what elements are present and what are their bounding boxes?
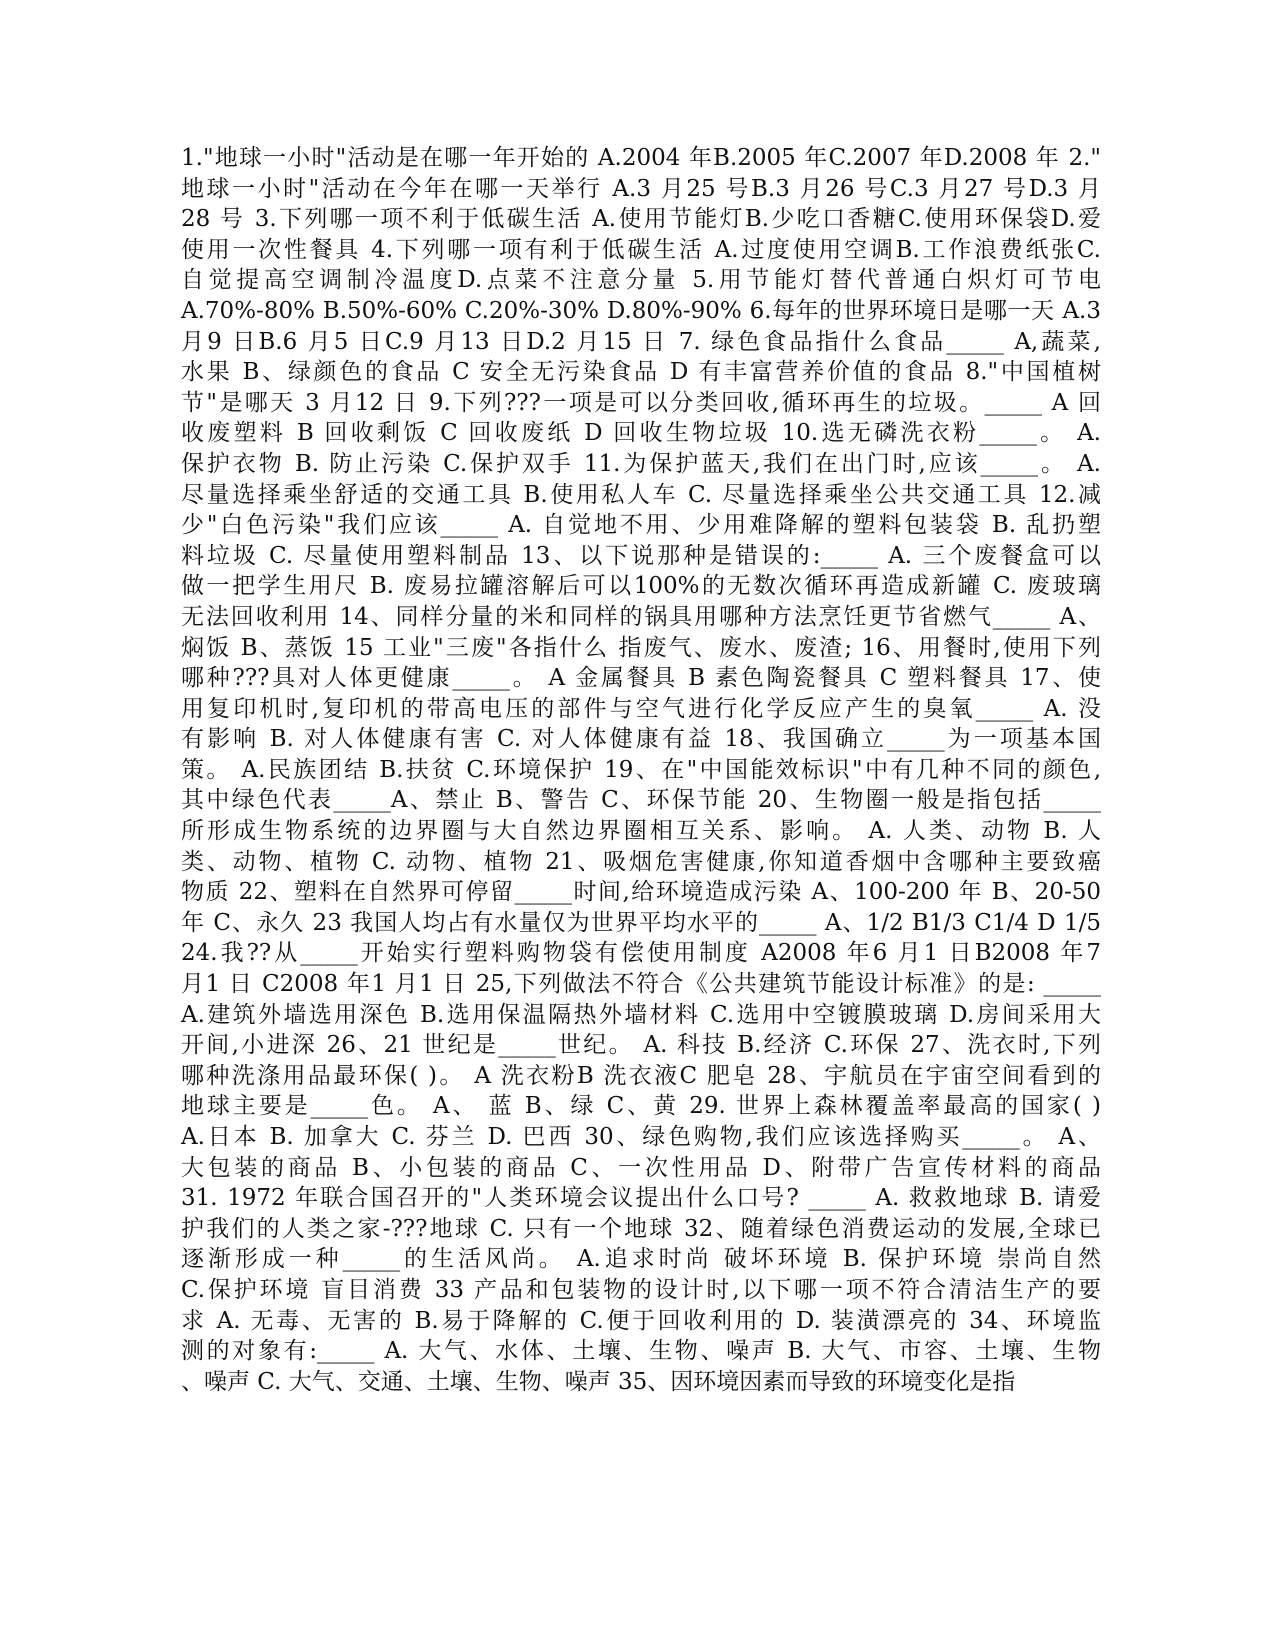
text-line: 焖饭 B、蒸饭 15 工业"三废"各指什么 指废气、废水、废渣; 16、用餐时,使用下列 xyxy=(181,634,1101,661)
text-line: 哪种???具对人体更健康_____。 A 金属餐具 B 素色陶瓷餐具 C 塑料餐具 17、使 xyxy=(181,665,1101,692)
text-line: 少"白色污染"我们应该_____ A. 自觉地不用、少用难降解的塑料包装袋 B. 乱扔塑 xyxy=(181,512,1101,539)
text-line: 所形成生物系统的边界圈与大自然边界圈相互关系、影响。 A. 人类、动物 B. 人 xyxy=(181,818,1101,845)
text-line: 收废塑料 B 回收剩饭 C 回收废纸 D 回收生物垃圾 10.选无磷洗衣粉_____。 A. xyxy=(181,420,1101,447)
text-line: 无法回收利用 14、同样分量的米和同样的锅具用哪种方法烹饪更节省燃气_____ A、 xyxy=(181,603,1101,630)
text-line: 哪种洗涤用品最环保( )。 A 洗衣粉B 洗衣液C 肥皂 28、宇航员在宇宙空间看到的 xyxy=(181,1062,1101,1089)
text-line: 类、动物、植物 C. 动物、植物 21、吸烟危害健康,你知道香烟中含哪种主要致癌 xyxy=(181,848,1101,875)
text-line: 水果 B、绿颜色的食品 C 安全无污染食品 D 有丰富营养价值的食品 8."中国植树 xyxy=(181,359,1101,386)
text-line: A.70%-80% B.50%-60% C.20%-30% D.80%-90% 6.每年的世界环境日是哪一天 A.3 xyxy=(181,297,1101,324)
text-line: 使用一次性餐具 4.下列哪一项有利于低碳生活 A.过度使用空调B.工作浪费纸张C. xyxy=(181,236,1101,263)
text-line: 物质 22、塑料在自然界可停留_____时间,给环境造成污染 A、100-200 年 B、20-50 xyxy=(181,879,1101,906)
text-line: 其中绿色代表_____A、禁止 B、警告 C、环保节能 20、生物圈一般是指包括_____ xyxy=(181,787,1101,814)
text-line: 护我们的人类之家-???地球 C. 只有一个地球 32、随着绿色消费运动的发展,全球已 xyxy=(181,1215,1101,1242)
text-line: 做一把学生用尺 B. 废易拉罐溶解后可以100%的无数次循环再造成新罐 C. 废玻璃 xyxy=(181,573,1101,600)
text-line: 自觉提高空调制冷温度D.点菜不注意分量 5.用节能灯替代普通白炽灯可节电 xyxy=(181,267,1101,294)
text-line: 尽量选择乘坐舒适的交通工具 B.使用私人车 C. 尽量选择乘坐公共交通工具 12.减 xyxy=(181,481,1101,508)
text-line: A.日本 B. 加拿大 C. 芬兰 D. 巴西 30、绿色购物,我们应该选择购买_____。 A、 xyxy=(181,1124,1101,1150)
text-line: 保护衣物 B. 防止污染 C.保护双手 11.为保护蓝天,我们在出门时,应该_____。 A. xyxy=(181,450,1101,477)
text-line: 28 号 3.下列哪一项不利于低碳生活 A.使用节能灯B.少吃口香糖C.使用环保袋D.爱 xyxy=(181,206,1101,233)
text-line: 地球主要是_____色。 A、 蓝 B、绿 C、黄 29. 世界上森林覆盖率最高的国家( ) xyxy=(181,1093,1101,1120)
text-line: C.保护环境 盲目消费 33 产品和包装物的设计时,以下哪一项不符合清洁生产的要 xyxy=(181,1276,1101,1303)
text-line: A.建筑外墙选用深色 B.选用保温隔热外墙材料 C.选用中空镀膜玻璃 D.房间采用大 xyxy=(181,1001,1101,1028)
text-line: 大包装的商品 B、小包装的商品 C、一次性用品 D、附带广告宣传材料的商品 xyxy=(181,1154,1101,1181)
text-line: 年 C、永久 23 我国人均占有水量仅为世界平均水平的_____ A、1/2 B1/3 C1/4 D 1/5 xyxy=(181,909,1101,936)
text-line: 31. 1972 年联合国召开的"人类环境会议提出什么口号? _____ A. 救救地球 B. 请爱 xyxy=(181,1185,1101,1212)
text-line: 用复印机时,复印机的带高电压的部件与空气进行化学反应产生的臭氧_____ A. 没 xyxy=(181,695,1101,722)
text-line: 、噪声 C. 大气、交通、土壤、生物、噪声 35、因环境因素而导致的环境变化是指 xyxy=(181,1368,1016,1395)
text-line: 有影响 B. 对人体健康有害 C. 对人体健康有益 18、我国确立_____为一项基本国 xyxy=(181,726,1101,753)
text-line: 月9 日B.6 月5 日C.9 月13 日D.2 月15 日 7. 绿色食品指什么食品_____ A,蔬菜, xyxy=(181,328,1101,355)
text-line: 开间,小进深 26、21 世纪是_____世纪。 A. 科技 B.经济 C.环保 27、洗衣时,下列 xyxy=(181,1032,1101,1059)
text-line: 1."地球一小时"活动是在哪一年开始的 A.2004 年B.2005 年C.2007 年D.2008 年 2." xyxy=(181,145,1101,171)
text-line: 地球一小时"活动在今年在哪一天举行 A.3 月25 号B.3 月26 号C.3 月27 号D.3 月 xyxy=(181,175,1101,202)
text-line: 求 A. 无毒、无害的 B.易于降解的 C.便于回收利用的 D. 装潢漂亮的 34、环境监 xyxy=(181,1307,1101,1334)
text-line: 月1 日 C2008 年1 月1 日 25,下列做法不符合《公共建筑节能设计标准》的是: _____ xyxy=(181,971,1101,998)
text-line: 策。 A.民族团结 B.扶贫 C.环境保护 19、在"中国能效标识"中有几种不同的颜色, xyxy=(181,756,1101,783)
text-line: 料垃圾 C. 尽量使用塑料制品 13、以下说那种是错误的:_____ A. 三个废餐盒可以 xyxy=(181,542,1101,569)
text-line: 逐渐形成一种_____的生活风尚。 A.追求时尚 破坏环境 B. 保护环境 崇尚自然 xyxy=(181,1246,1101,1273)
text-line: 节"是哪天 3 月12 日 9.下列???一项是可以分类回收,循环再生的垃圾。_____ A 回 xyxy=(181,389,1101,416)
text-line: 测的对象有:_____ A. 大气、水体、土壤、生物、噪声 B. 大气、市容、土壤、生物 xyxy=(181,1338,1101,1365)
text-line: 24.我??从_____开始实行塑料购物袋有偿使用制度 A2008 年6 月1 日B2008 年7 xyxy=(181,940,1101,967)
body-text xyxy=(181,143,1101,1397)
